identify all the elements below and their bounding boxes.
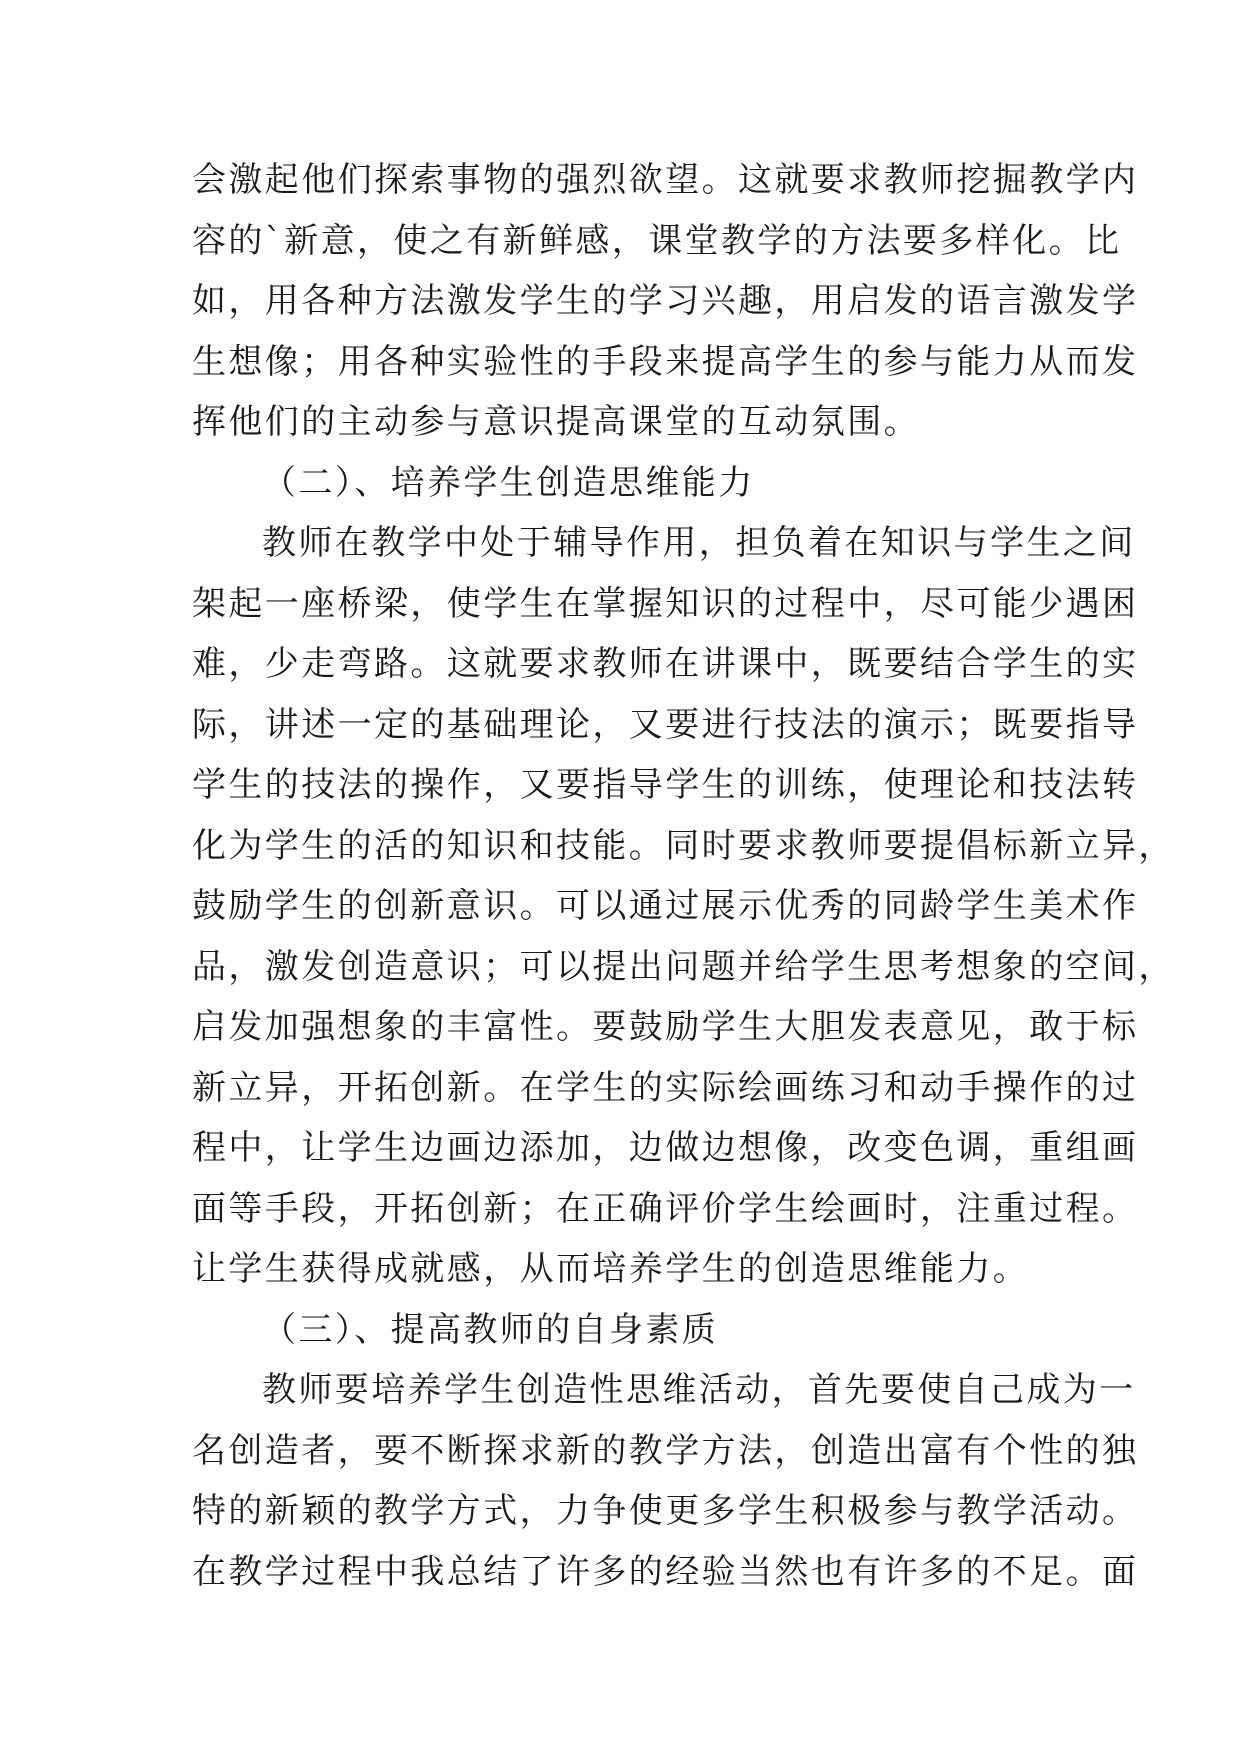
text-line: 学生的技法的操作，又要指导学生的训练，使理论和技法转 (192, 765, 1139, 805)
text-line: 化为学生的活的知识和技能。同时要求教师要提倡标新立异， (192, 825, 1175, 866)
text-line: 让学生获得成就感，从而培养学生的创造思维能力。 (192, 1249, 1030, 1289)
text-line: 启发加强想象的丰富性。要鼓励学生大胆发表意见，敢于标 (192, 1007, 1139, 1047)
text-line: （二）、培养学生创造思维能力 (262, 462, 755, 503)
text-line: 架起一座桥梁，使学生在掌握知识的过程中，尽可能少遇困 (192, 583, 1139, 624)
text-line: 难，少走弯路。这就要求教师在讲课中，既要结合学生的实 (192, 644, 1139, 684)
text-line: 如，用各种方法激发学生的学习兴趣，用启发的语言激发学 (192, 281, 1139, 321)
text-line: 在教学过程中我总结了许多的经验当然也有许多的不足。面 (192, 1551, 1139, 1592)
text-line: 面等手段，开拓创新；在正确评价学生绘画时，注重过程。 (192, 1188, 1139, 1229)
text-line: 鼓励学生的创新意识。可以通过展示优秀的同龄学生美术作 (192, 886, 1139, 926)
text-line: （三）、提高教师的自身素质 (262, 1309, 719, 1350)
text-line: 际，讲述一定的基础理论，又要进行技法的演示；既要指导 (192, 704, 1139, 745)
text-line: 教师在教学中处于辅导作用，担负着在知识与学生之间 (262, 523, 1136, 563)
text-line: 新立异，开拓创新。在学生的实际绘画练习和动手操作的过 (192, 1067, 1139, 1108)
text-line: 会激起他们探索事物的强烈欲望。这就要求教师挖掘教学内 (192, 160, 1139, 200)
text-line: 容的`新意，使之有新鲜感，课堂教学的方法要多样化。比 (192, 220, 1122, 261)
text-line: 挥他们的主动参与意识提高课堂的互动氛围。 (192, 402, 920, 442)
body-text (192, 150, 1175, 1602)
text-line: 教师要培养学生创造性思维活动，首先要使自己成为一 (262, 1370, 1136, 1410)
text-line: 品，激发创造意识；可以提出问题并给学生思考想象的空间， (192, 946, 1175, 987)
text-line: 程中，让学生边画边添加，边做边想像，改变色调，重组画 (192, 1128, 1139, 1168)
text-line: 名创造者，要不断探求新的教学方法，创造出富有个性的独 (192, 1430, 1139, 1471)
text-line: 特的新颖的教学方式，力争使更多学生积极参与教学活动。 (192, 1491, 1139, 1531)
text-line: 生想像；用各种实验性的手段来提高学生的参与能力从而发 (192, 341, 1139, 382)
